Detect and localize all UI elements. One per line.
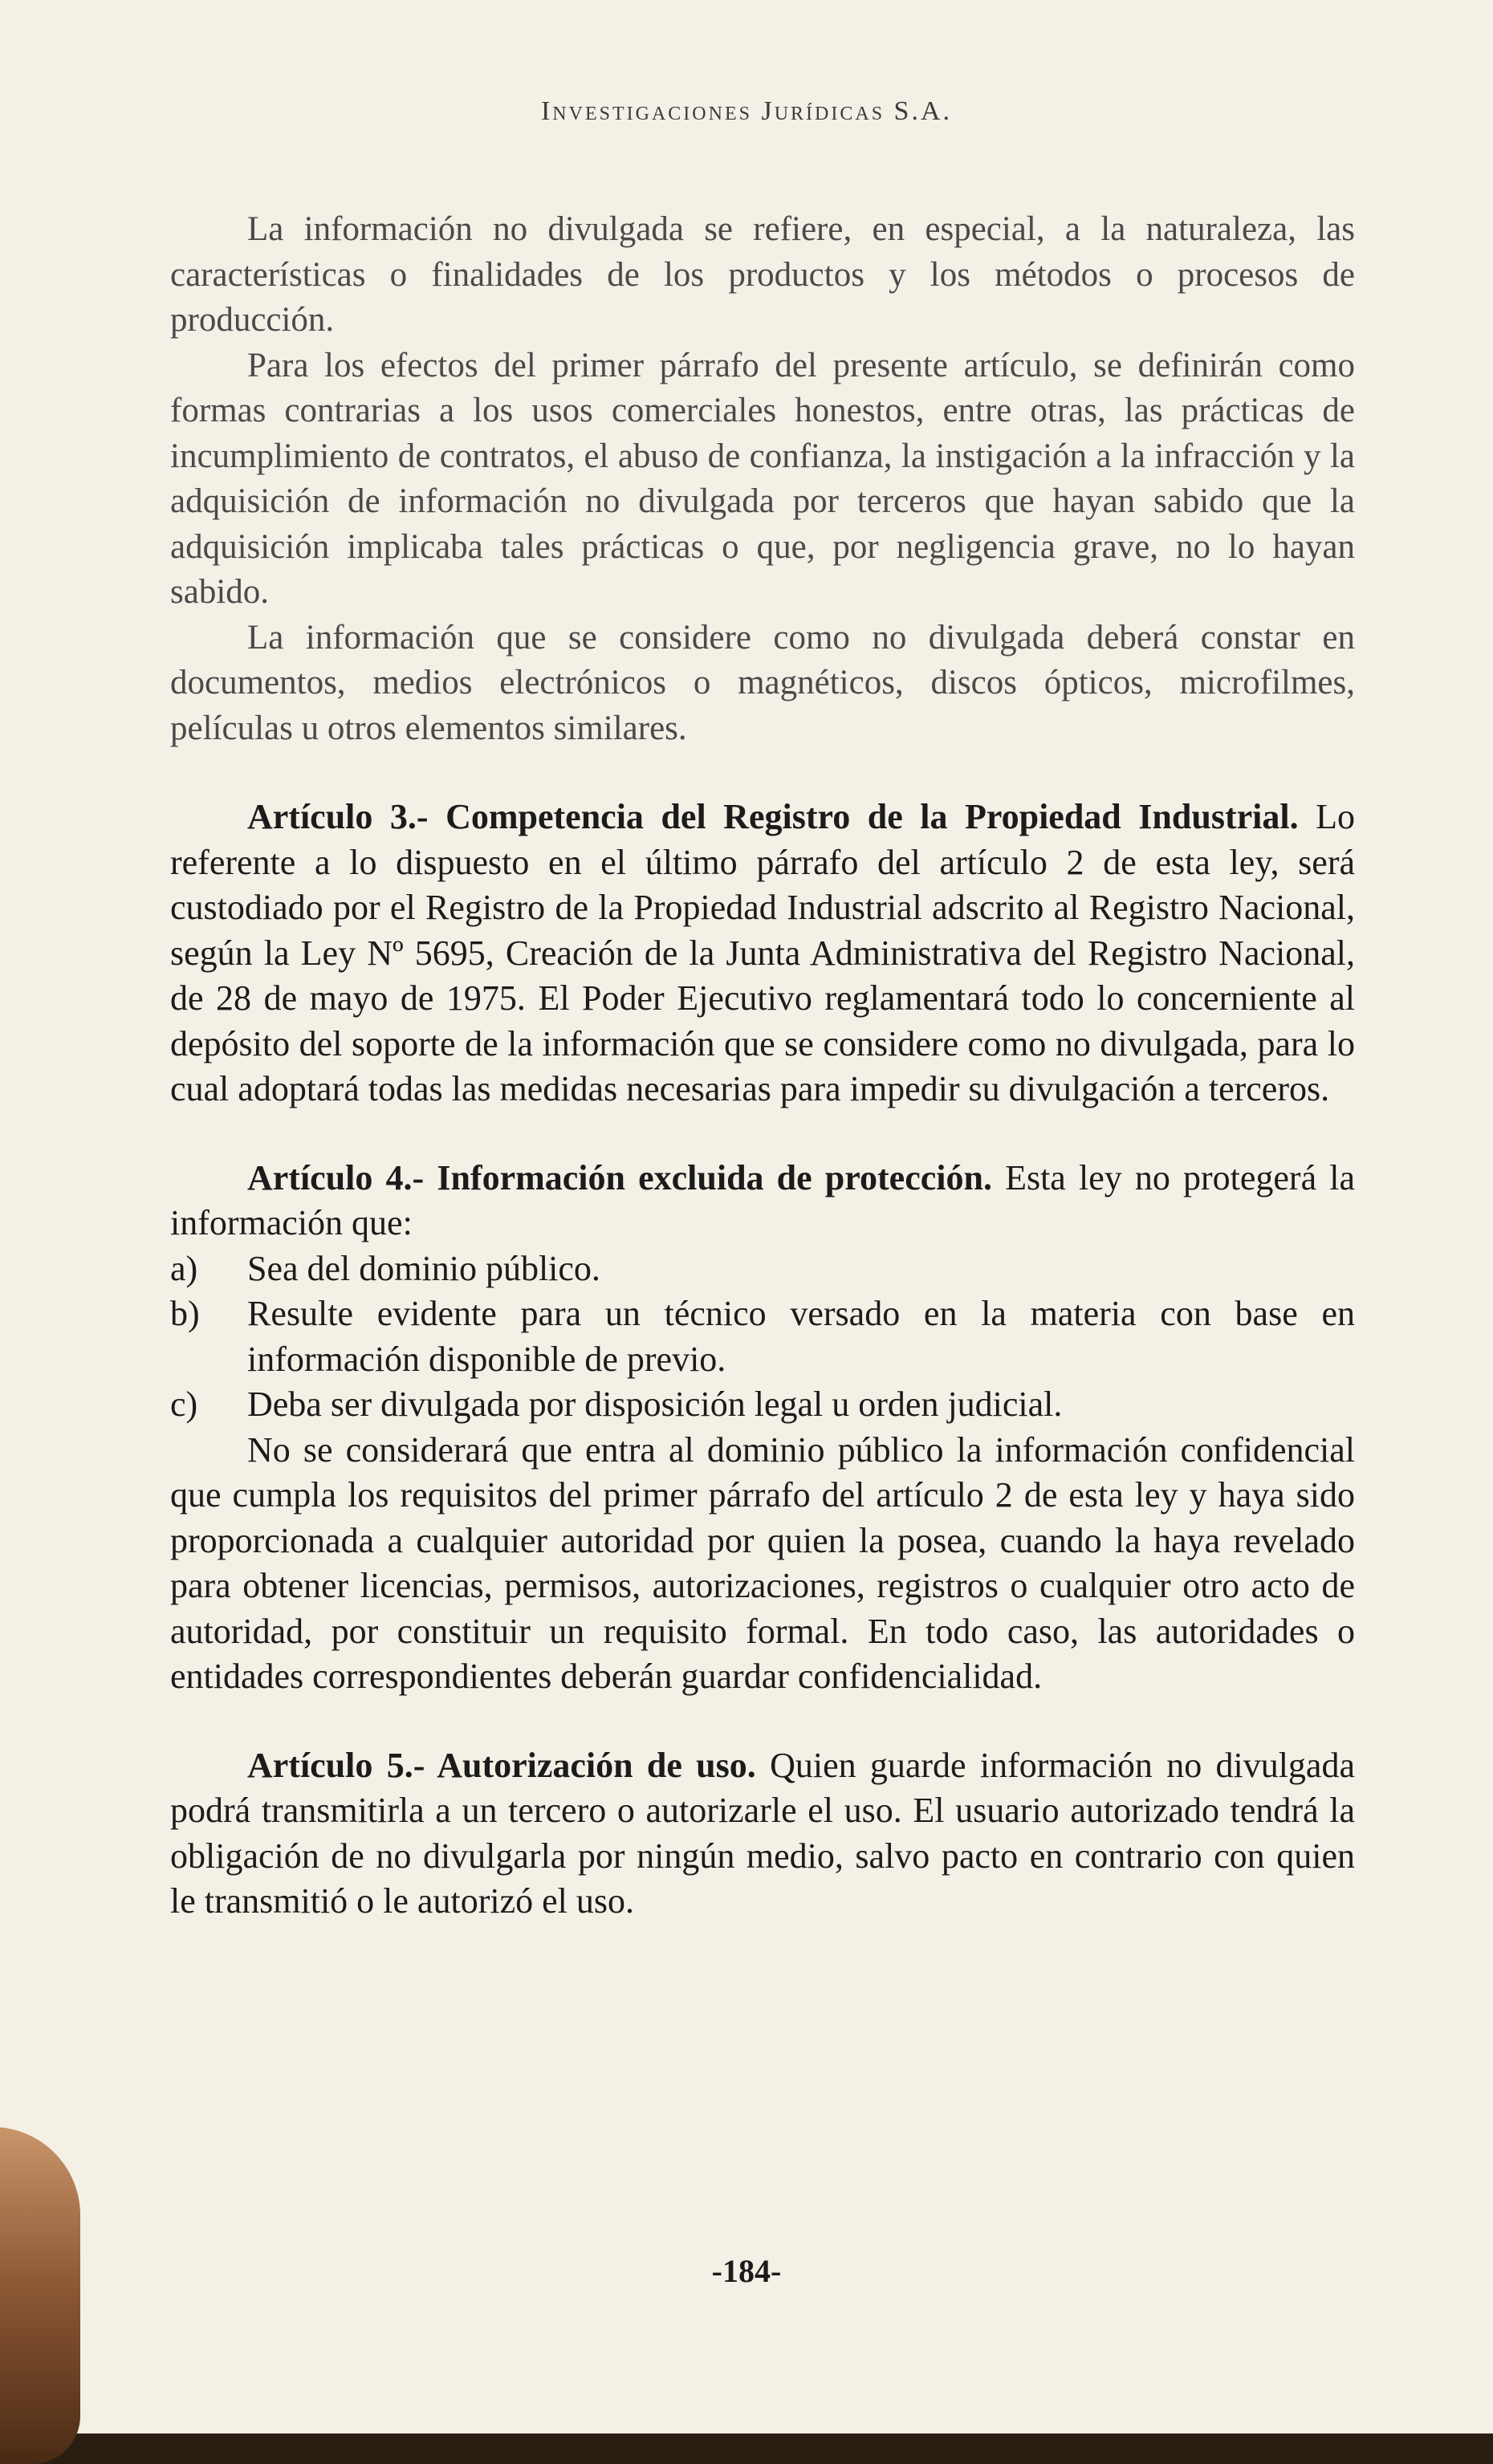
list-item-text: Deba ser divulgada por disposición legal u orden judicial.	[247, 1384, 1063, 1424]
article-4	[170, 1156, 1355, 1246]
paragraph-unfair-practices: Para los efectos del primer párrafo del presente artículo, se definirán como formas contrarias a los usos comerciales honestos, entre otras, las prácticas de incumplimiento de contratos, el abuso de confianza, la instigación a la infracción y la adquisición de información no divulgada por terceros que hayan sabido que la adquisición implicaba tales prácticas o que, por negligencia grave, no lo hayan sabido.	[170, 346, 1355, 611]
page-number: -184-	[711, 2253, 782, 2289]
list-item	[170, 1291, 1355, 1382]
article-5	[170, 1743, 1355, 1925]
thumb-holding-page	[0, 2127, 80, 2464]
list-item-text: Sea del dominio público.	[247, 1248, 600, 1288]
list-item-text: Resulte evidente para un técnico versado en la materia con base en información disponible de previo.	[247, 1294, 1355, 1379]
list-marker: b)	[170, 1294, 200, 1333]
article-4-text: Esta ley no protegerá la información que:	[170, 1157, 1355, 1242]
list-item	[170, 1382, 1355, 1428]
article-4-title: Artículo 4.- Información excluida de protección.	[247, 1157, 992, 1197]
list-marker: c)	[170, 1384, 198, 1424]
article-3	[170, 795, 1355, 1112]
article-3-text: Lo referente a lo dispuesto en el último párrafo del artículo 2 de esta ley, será custodiado por el Registro de la Propiedad Industrial adscrito al Registro Nacional, según la Ley Nº 5695, Creación de la Junta Administrativa del Registro Nacional, de 28 de mayo de 1975. El Poder Ejecutivo reglamentará todo lo concerniente al depósito del soporte de la información que se considere como no divulgada, para lo cual adoptará todas las medidas necesarias para impedir su divulgación a terceros.	[170, 797, 1355, 1108]
article-5-text: Quien guarde información no divulgada podrá transmitirla a un tercero o autorizarle el uso. El usuario autorizado tendrá la obligación de no divulgarla por ningún medio, salvo pacto en contrario con quien le transmitió o le autorizó el uso.	[170, 1745, 1355, 1921]
article-5-title: Artículo 5.- Autorización de uso.	[247, 1745, 756, 1785]
list-item	[170, 1246, 1355, 1292]
article-4-confidentiality-paragraph: No se considerará que entra al dominio público la información confidencial que cumpla los requisitos del primer párrafo del artículo 2 de esta ley y haya sido proporcionada a cualquier autoridad por quien la posea, cuando la haya revelado para obtener licencias, permisos, autorizaciones, registros o cualquier otro acto de autoridad, por constituir un requisito formal. En todo caso, las autoridades o entidades correspondientes deberán guardar confidencialidad.	[170, 1429, 1355, 1696]
list-marker: a)	[170, 1248, 198, 1288]
paragraph-storage-media: La información que se considere como no divulgada deberá constar en documentos, medios electrónicos o magnéticos, discos ópticos, microfilmes, películas u otros elementos similares.	[170, 618, 1355, 747]
article-3-title: Artículo 3.- Competencia del Registro de la Propiedad Industrial.	[247, 797, 1299, 836]
paragraph-definition: La información no divulgada se refiere, en especial, a la naturaleza, las características o finalidades de los productos y los métodos o procesos de producción.	[170, 210, 1355, 339]
running-header: Investigaciones Jurídicas S.A.	[540, 96, 953, 126]
page-body	[170, 207, 1355, 1925]
exclusion-list	[170, 1246, 1355, 1428]
